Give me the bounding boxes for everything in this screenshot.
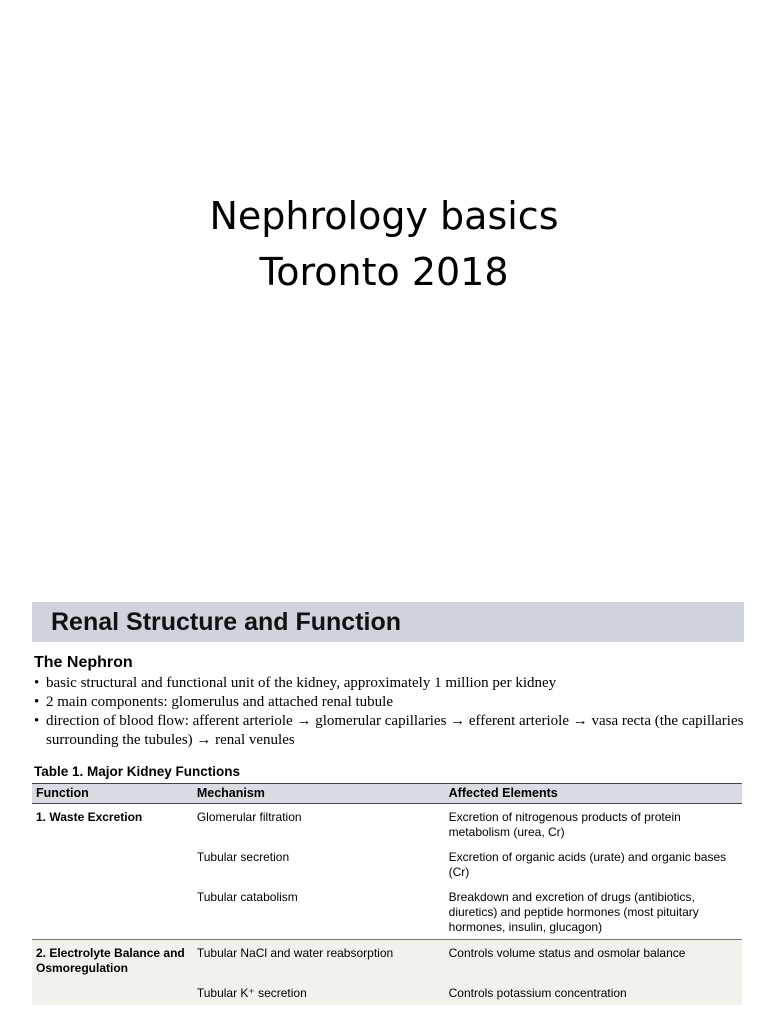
bullet-item: • basic structural and functional unit of the kidney, approximately 1 million per kidney bbox=[46, 674, 744, 693]
table-header-row bbox=[32, 784, 742, 804]
cell-function bbox=[32, 980, 193, 1005]
table-caption bbox=[34, 764, 744, 779]
cell-function: 2. Electrolyte Balance and Osmoregulation bbox=[32, 940, 193, 981]
cell-function bbox=[32, 884, 193, 940]
header-function: Function bbox=[32, 784, 193, 804]
table-row bbox=[32, 940, 742, 981]
section-banner: Renal Structure and Function bbox=[32, 602, 744, 642]
table-caption-number: Table 1. bbox=[34, 764, 84, 779]
header-affected-elements: Affected Elements bbox=[445, 784, 742, 804]
document-excerpt bbox=[32, 602, 744, 1024]
cell-affected: Breakdown and excretion of drugs (antibiotics, diuretics) and peptide hormones (most pituitary hormones, insulin, glucagon) bbox=[448, 890, 699, 934]
table-row bbox=[32, 804, 742, 845]
cell-function: 1. Waste Excretion bbox=[32, 804, 193, 845]
slide-title bbox=[0, 188, 768, 300]
table-row bbox=[32, 884, 742, 940]
section-heading: The Nephron bbox=[34, 654, 133, 671]
cell-affected: Excretion of organic acids (urate) and organic bases (Cr) bbox=[448, 850, 727, 879]
bullet-item: • direction of blood flow: afferent arteriole → glomerular capillaries → efferent arteriole → vasa recta (the capillaries surrounding the tubules) → renal venules bbox=[46, 712, 744, 750]
bullet-list bbox=[32, 674, 744, 750]
cell-mechanism: Tubular catabolism bbox=[196, 890, 298, 904]
cell-affected: Excretion of nitrogenous products of protein metabolism (urea, Cr) bbox=[445, 804, 742, 845]
cell-function bbox=[32, 844, 193, 884]
cell-mechanism: Tubular secretion bbox=[196, 850, 290, 864]
kidney-functions-table bbox=[32, 783, 742, 1005]
slide-title-line-2: Toronto 2018 bbox=[259, 250, 509, 294]
cell-affected: Controls volume status and osmolar balance bbox=[445, 940, 742, 981]
cell-mechanism: Glomerular filtration bbox=[193, 804, 445, 845]
table-caption-text: Major Kidney Functions bbox=[87, 764, 241, 779]
header-mechanism: Mechanism bbox=[193, 784, 445, 804]
slide-title-line-1: Nephrology basics bbox=[209, 194, 559, 238]
table-row bbox=[32, 844, 742, 884]
cell-mechanism: Tubular K⁺ secretion bbox=[193, 980, 445, 1005]
bullet-item: • 2 main components: glomerulus and attached renal tubule bbox=[46, 693, 744, 712]
cell-mechanism: Tubular NaCl and water reabsorption bbox=[193, 940, 445, 981]
cell-affected: Controls potassium concentration bbox=[445, 980, 742, 1005]
table-row bbox=[32, 980, 742, 1005]
